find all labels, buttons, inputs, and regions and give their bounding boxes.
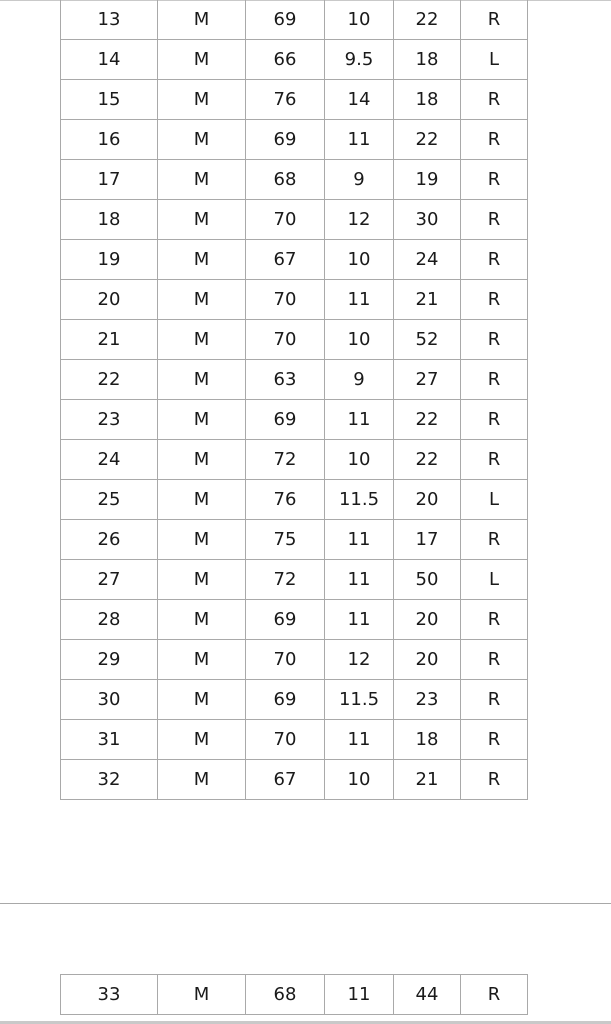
- table-cell: 18: [394, 720, 461, 760]
- table-row: [61, 120, 528, 160]
- table-cell: 22: [394, 440, 461, 480]
- table-cell: 76: [246, 80, 325, 120]
- table-cell: M: [158, 120, 246, 160]
- table-cell: 18: [394, 80, 461, 120]
- table-cell: 11: [325, 400, 394, 440]
- table-cell: 11: [325, 600, 394, 640]
- table-cell: 20: [61, 280, 158, 320]
- table-cell: 67: [246, 760, 325, 800]
- table-cell: 17: [61, 160, 158, 200]
- table-cell: M: [158, 40, 246, 80]
- table-row: [61, 400, 528, 440]
- table-cell: M: [158, 80, 246, 120]
- table-row: [61, 440, 528, 480]
- table-cell: 9: [325, 160, 394, 200]
- table-cell: 11.5: [325, 680, 394, 720]
- table-cell: 24: [394, 240, 461, 280]
- table-cell: 50: [394, 560, 461, 600]
- table-cell: M: [158, 160, 246, 200]
- table-row: [61, 40, 528, 80]
- data-table-page-2: [60, 974, 528, 1015]
- table-cell: M: [158, 360, 246, 400]
- table-cell: 67: [246, 240, 325, 280]
- table-row: [61, 560, 528, 600]
- table-cell: 21: [394, 280, 461, 320]
- table-cell: 70: [246, 280, 325, 320]
- table-cell: 20: [394, 600, 461, 640]
- table-cell: 10: [325, 320, 394, 360]
- table-cell: M: [158, 640, 246, 680]
- table-cell: R: [461, 240, 528, 280]
- table-cell: 18: [61, 200, 158, 240]
- table-cell: 19: [61, 240, 158, 280]
- table-cell: 30: [394, 200, 461, 240]
- table-cell: 26: [61, 520, 158, 560]
- table-cell: 16: [61, 120, 158, 160]
- table-cell: 11: [325, 720, 394, 760]
- table-cell: R: [461, 400, 528, 440]
- table-cell: 10: [325, 760, 394, 800]
- table-cell: 70: [246, 320, 325, 360]
- table-cell: 9.5: [325, 40, 394, 80]
- data-table-page-1: [60, 0, 528, 800]
- table-row: [61, 320, 528, 360]
- table-cell: M: [158, 720, 246, 760]
- table-row: [61, 720, 528, 760]
- table-cell: 69: [246, 680, 325, 720]
- table-cell: R: [461, 80, 528, 120]
- table-cell: 69: [246, 400, 325, 440]
- table-cell: 19: [394, 160, 461, 200]
- table-cell: M: [158, 560, 246, 600]
- table-cell: 27: [61, 560, 158, 600]
- table-cell: 70: [246, 640, 325, 680]
- table-cell: M: [158, 240, 246, 280]
- table-row: [61, 600, 528, 640]
- table-cell: 11: [325, 280, 394, 320]
- table-cell: 28: [61, 600, 158, 640]
- table-row: [61, 520, 528, 560]
- table-cell: 22: [394, 400, 461, 440]
- table-cell: 11: [325, 120, 394, 160]
- table-cell: M: [158, 480, 246, 520]
- table-cell: L: [461, 40, 528, 80]
- table-cell: M: [158, 975, 246, 1015]
- table-cell: 24: [61, 440, 158, 480]
- table-cell: 23: [61, 400, 158, 440]
- table-cell: R: [461, 640, 528, 680]
- table-cell: M: [158, 280, 246, 320]
- table-cell: 12: [325, 200, 394, 240]
- table-row: [61, 360, 528, 400]
- table-cell: 11: [325, 975, 394, 1015]
- table-cell: 70: [246, 720, 325, 760]
- table-cell: 17: [394, 520, 461, 560]
- page-break-divider: [0, 903, 611, 904]
- table-cell: 9: [325, 360, 394, 400]
- table-cell: R: [461, 600, 528, 640]
- table-cell: 76: [246, 480, 325, 520]
- table-cell: 21: [61, 320, 158, 360]
- table-cell: 52: [394, 320, 461, 360]
- table-cell: 25: [61, 480, 158, 520]
- table-cell: 33: [61, 975, 158, 1015]
- table-cell: R: [461, 280, 528, 320]
- table-cell: M: [158, 400, 246, 440]
- table-cell: M: [158, 320, 246, 360]
- table-cell: R: [461, 680, 528, 720]
- table-cell: 11: [325, 520, 394, 560]
- table-cell: 20: [394, 640, 461, 680]
- table-cell: 69: [246, 0, 325, 40]
- table-cell: 22: [61, 360, 158, 400]
- table-cell: 11: [325, 560, 394, 600]
- table-cell: 32: [61, 760, 158, 800]
- table-cell: 69: [246, 600, 325, 640]
- table-cell: 10: [325, 440, 394, 480]
- table-cell: 44: [394, 975, 461, 1015]
- table-row: [61, 975, 528, 1015]
- table-cell: 18: [394, 40, 461, 80]
- table-cell: 12: [325, 640, 394, 680]
- table-cell: R: [461, 120, 528, 160]
- table-cell: 14: [61, 40, 158, 80]
- table-cell: 23: [394, 680, 461, 720]
- table-cell: M: [158, 680, 246, 720]
- table-cell: 15: [61, 80, 158, 120]
- table-cell: 72: [246, 560, 325, 600]
- table-row: [61, 760, 528, 800]
- table-cell: M: [158, 520, 246, 560]
- table-row: [61, 640, 528, 680]
- table-cell: 14: [325, 80, 394, 120]
- table-cell: 31: [61, 720, 158, 760]
- table-cell: R: [461, 720, 528, 760]
- table-cell: R: [461, 360, 528, 400]
- table-cell: L: [461, 480, 528, 520]
- table-cell: 10: [325, 240, 394, 280]
- table-cell: R: [461, 320, 528, 360]
- table-row: [61, 0, 528, 40]
- table-cell: 11.5: [325, 480, 394, 520]
- table-row: [61, 240, 528, 280]
- table-cell: R: [461, 200, 528, 240]
- table-cell: R: [461, 0, 528, 40]
- table-cell: R: [461, 760, 528, 800]
- table-cell: L: [461, 560, 528, 600]
- table-cell: M: [158, 440, 246, 480]
- table-cell: 29: [61, 640, 158, 680]
- table-cell: M: [158, 760, 246, 800]
- table-cell: M: [158, 200, 246, 240]
- table-cell: R: [461, 520, 528, 560]
- table-cell: 21: [394, 760, 461, 800]
- table-cell: 27: [394, 360, 461, 400]
- table-cell: 68: [246, 975, 325, 1015]
- table-cell: 20: [394, 480, 461, 520]
- table-cell: 72: [246, 440, 325, 480]
- table-cell: 30: [61, 680, 158, 720]
- table-cell: M: [158, 600, 246, 640]
- table-cell: M: [158, 0, 246, 40]
- table-row: [61, 280, 528, 320]
- table-cell: R: [461, 975, 528, 1015]
- table-row: [61, 160, 528, 200]
- table-cell: 68: [246, 160, 325, 200]
- table-row: [61, 680, 528, 720]
- table-cell: 13: [61, 0, 158, 40]
- table-cell: R: [461, 160, 528, 200]
- table-cell: 10: [325, 0, 394, 40]
- table-cell: 22: [394, 0, 461, 40]
- table-cell: R: [461, 440, 528, 480]
- table-row: [61, 80, 528, 120]
- table-cell: 70: [246, 200, 325, 240]
- table-row: [61, 480, 528, 520]
- table-cell: 63: [246, 360, 325, 400]
- table-cell: 66: [246, 40, 325, 80]
- table-cell: 75: [246, 520, 325, 560]
- table-row: [61, 200, 528, 240]
- table-cell: 22: [394, 120, 461, 160]
- table-cell: 69: [246, 120, 325, 160]
